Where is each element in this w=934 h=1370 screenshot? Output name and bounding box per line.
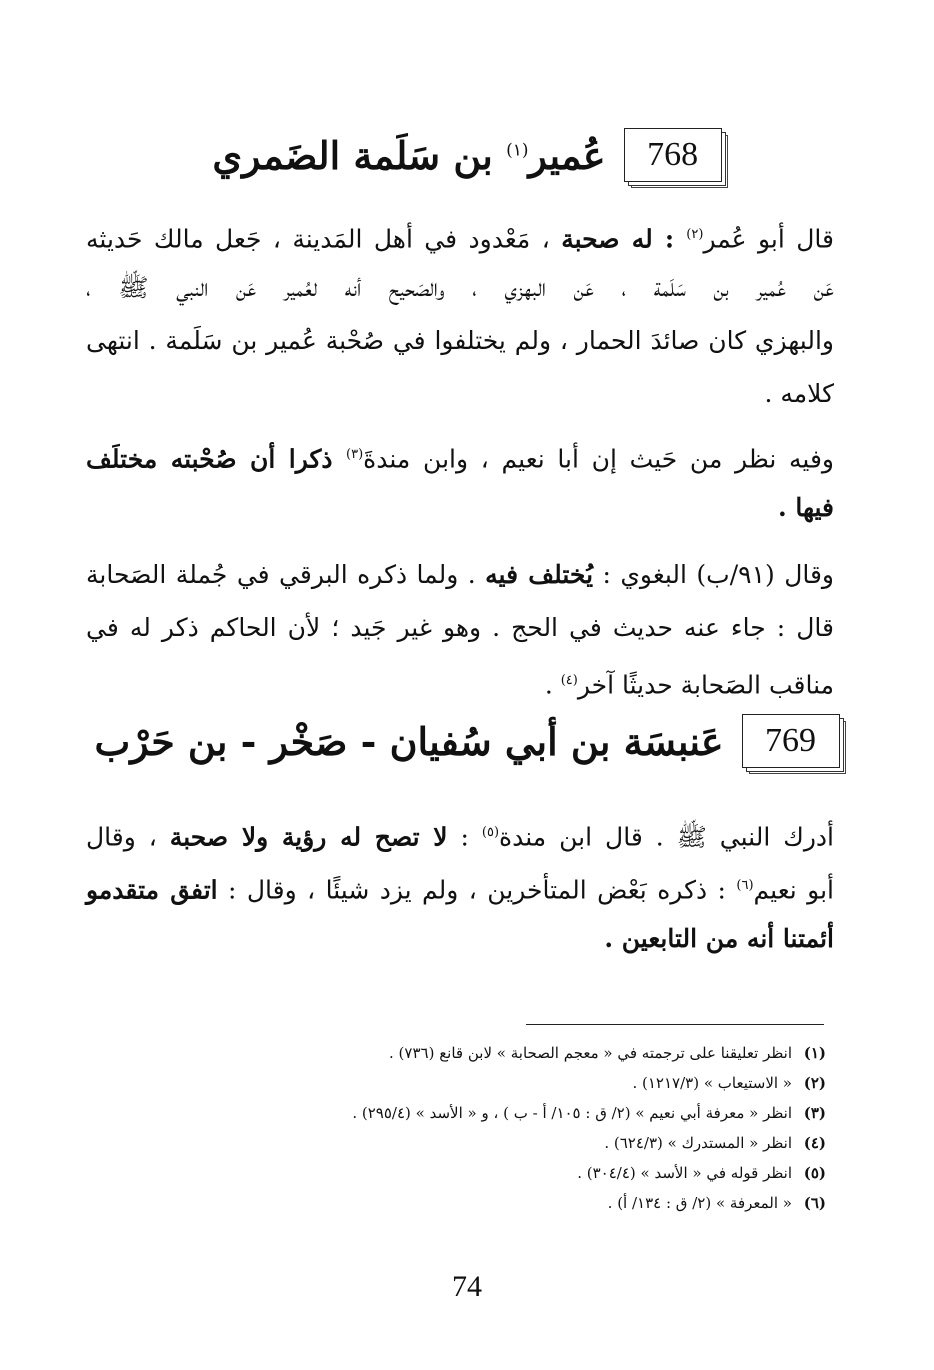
text-line: مناقب الصَحابة حديثًا آخر$^{(٤)}$ . [544, 670, 834, 700]
text-line: كلامه . [764, 379, 834, 408]
footnote-ref: (١) [506, 139, 529, 160]
entry-number-box: 768 [624, 128, 722, 182]
footnote-1: (١)انظر تعليقنا على ترجمته في « معجم الصحابة » لابن قانع (٧٣٦) . [389, 1044, 826, 1062]
footnote-4: (٤)انظر « المستدرك » (٦٢٤/٣) . [604, 1134, 826, 1152]
paragraph-3 [86, 548, 834, 707]
text-line: وفيه نظر من حَيث إن أبا نعيم ، وابن مندةَ$^{(٣)}$ ذكرا أن صُحْبته مختلَف [86, 444, 834, 474]
paragraph-4 [86, 806, 834, 965]
text-line: فيها . [777, 493, 834, 522]
entry-title: عُمير$^{(١)}$ بن سَلَمة الضَمري [212, 132, 606, 178]
footnote-3: (٣)انظر « معرفة أبي نعيم » (٢/ ق : ١٠٥/ أ - ب ) ، و « الأسد » (٢٩٥/٤) . [352, 1104, 826, 1122]
text-line: والبهزي كان صائدَ الحمار ، ولم يختلفوا في صُحْبة عُمير بن سَلَمة . انتهى [86, 326, 834, 355]
footnote-6: (٦)« المعرفة » (٢/ ق : ١٣٤/ أ) . [607, 1194, 826, 1212]
entry-heading-768 [0, 128, 934, 182]
entry-number-box: 769 [742, 714, 840, 768]
text-line: أئمتنا أنه من التابعين . [604, 924, 834, 953]
footnotes [150, 1038, 826, 1218]
entry-heading-769 [0, 714, 934, 768]
footnote-5: (٥)انظر قوله في « الأسد » (٣٠٤/٤) . [577, 1164, 826, 1182]
text-line: أدرك النبي ﷺ . قال ابن مندة$^{(٥)}$ : لا تصح له رؤية ولا صحبة ، وقال [86, 822, 834, 852]
text-line: قال : جاء عنه حديث في الحج . وهو غير جَيد ؛ لأن الحاكم ذكر له في [86, 613, 834, 642]
text-line: قال أبو عُمر$^{(٢)}$ : له صحبة ، مَعْدود في أهل المَدينة ، جَعل مالك حَديثه [86, 224, 834, 254]
text-line: أبو نعيم$^{(٦)}$ : ذكره بَعْض المتأخرين ، ولم يزد شيئًا ، وقال : اتفق متقدمو [86, 875, 834, 905]
page-number: 74 [452, 1270, 482, 1303]
text-line: وقال (٩١/ب) البغوي : يُختلف فيه . ولما ذكره البرقي في جُملة الصَحابة [86, 560, 834, 589]
text-line: عَن عُمير بن سَلَمة ، عَن البهزي ، والصَحيح أنه لعُمير عَن النبي ﷺ ، [86, 273, 834, 302]
footnote-divider [526, 1024, 824, 1025]
paragraph-1 [86, 208, 834, 420]
paragraph-2 [86, 428, 834, 534]
entry-title: عَنبسَة بن أبي سُفيان - صَخْر - بن حَرْب [94, 718, 724, 764]
footnote-2: (٢)« الاستيعاب » (١٢١٧/٣) . [632, 1074, 826, 1092]
